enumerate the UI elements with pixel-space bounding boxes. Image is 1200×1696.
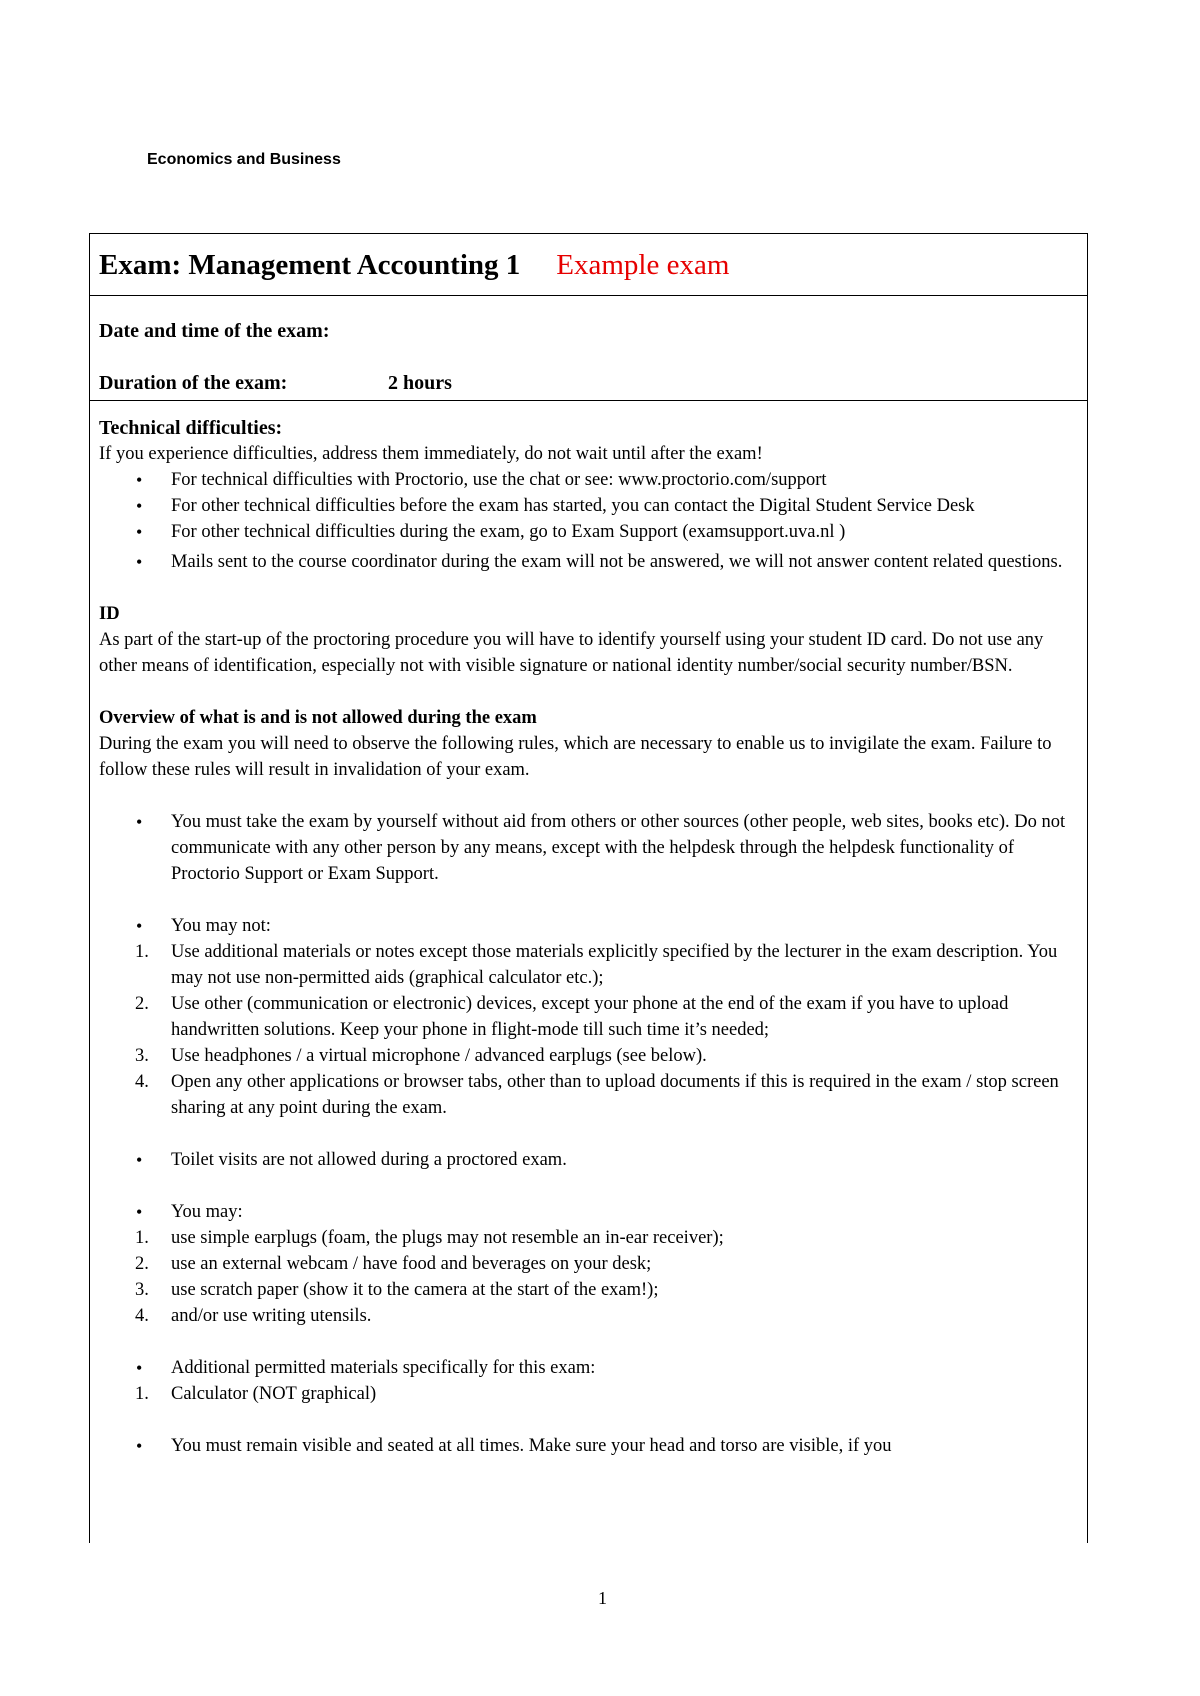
additional-heading-list: [99, 1355, 1077, 1381]
may-not-heading-list: [99, 913, 1077, 939]
list-number: 3.: [135, 1280, 149, 1300]
may-heading-list: [99, 1199, 1077, 1225]
list-number: 1.: [135, 942, 149, 962]
id-heading: ID: [99, 604, 120, 624]
list-item: [99, 1043, 1077, 1069]
overview-heading: Overview of what is and is not allowed during the exam: [99, 708, 537, 728]
list-item: [99, 1277, 1077, 1303]
technical-heading: Technical difficulties:: [99, 417, 283, 439]
duration-label: Duration of the exam:: [99, 372, 288, 394]
list-item: • You may not:: [99, 913, 1077, 939]
list-number: 1.: [135, 1228, 149, 1248]
list-item: • You must take the exam by yourself without aid from others or other sources (other people, web sites, books etc). Do not communicate with any other person by any means, except with the helpdesk through the helpdesk functionality of Proctorio Support or Exam Support.: [99, 809, 1077, 887]
list-text: Use headphones / a virtual microphone / advanced earplugs (see below).: [171, 1046, 707, 1066]
list-item: • Additional permitted materials specifically for this exam:: [99, 1355, 1077, 1381]
technical-list: [99, 467, 1077, 575]
list-item: [99, 1069, 1077, 1121]
overview-intro: During the exam you will need to observe the following rules, which are necessary to enable us to invigilate the exam. Failure to follow these rules will result in invalidation of your exam.: [99, 734, 1052, 780]
list-number: 3.: [135, 1046, 149, 1066]
list-number: 4.: [135, 1072, 149, 1092]
list-item: • You must remain visible and seated at all times. Make sure your head and torso are visible, if you: [99, 1433, 1077, 1459]
toilet-list: [99, 1147, 1077, 1173]
list-text: Use other (communication or electronic) devices, except your phone at the end of the exam if you have to upload handwritten solutions. Keep your phone in flight-mode till such time it’s needed;: [171, 994, 1009, 1040]
id-text: As part of the start-up of the proctoring procedure you will have to identify yourself using your student ID card. Do not use any other means of identification, especially not with visible signature or national identity number/social security number/BSN.: [99, 630, 1044, 676]
list-number: 2.: [135, 1254, 149, 1274]
title-row: [90, 234, 1087, 296]
instructions-body: [90, 401, 1087, 1459]
list-text: use an external webcam / have food and beverages on your desk;: [171, 1254, 652, 1274]
exam-title: Exam: Management Accounting 1: [99, 249, 521, 281]
list-item: [99, 1381, 1077, 1407]
list-item: • Toilet visits are not allowed during a proctored exam.: [99, 1147, 1077, 1173]
technical-intro: If you experience difficulties, address them immediately, do not wait until after the exam!: [99, 444, 763, 464]
additional-list: [99, 1381, 1077, 1407]
list-item: • For technical difficulties with Proctorio, use the chat or see: www.proctorio.com/support: [99, 467, 1077, 493]
list-text: Open any other applications or browser tabs, other than to upload documents if this is required in the exam / stop screen sharing at any point during the exam.: [171, 1072, 1059, 1118]
visible-list: [99, 1433, 1077, 1459]
list-number: 1.: [135, 1384, 149, 1404]
organization-header: Economics and Business: [147, 151, 341, 168]
date-label: Date and time of the exam:: [99, 320, 330, 342]
list-item: [99, 1251, 1077, 1277]
list-item: [99, 939, 1077, 991]
list-item: • Mails sent to the course coordinator during the exam will not be answered, we will not answer content related questions.: [99, 549, 1077, 575]
duration-value: 2 hours: [388, 372, 452, 394]
list-item: [99, 991, 1077, 1043]
exam-subtitle: Example exam: [556, 249, 730, 281]
may-not-list: [99, 939, 1077, 1121]
list-item: • You may:: [99, 1199, 1077, 1225]
list-text: Use additional materials or notes except those materials explicitly specified by the lecturer in the exam description. You may not use non-permitted aids (graphical calculator etc.);: [171, 942, 1058, 988]
list-item: [99, 1303, 1077, 1329]
list-item: • For other technical difficulties before the exam has started, you can contact the Digital Student Service Desk: [99, 493, 1077, 519]
rule-self-list: [99, 809, 1077, 887]
page-number: 1: [598, 1588, 607, 1608]
exam-info-table: [89, 233, 1088, 1543]
list-text: use scratch paper (show it to the camera at the start of the exam!);: [171, 1280, 659, 1300]
may-list: [99, 1225, 1077, 1329]
list-number: 4.: [135, 1306, 149, 1326]
list-item: [99, 1225, 1077, 1251]
exam-details-row: [90, 296, 1087, 401]
list-text: use simple earplugs (foam, the plugs may not resemble an in-ear receiver);: [171, 1228, 724, 1248]
list-text: Calculator (NOT graphical): [171, 1384, 377, 1404]
list-item: • For other technical difficulties during the exam, go to Exam Support (examsupport.uva.nl ): [99, 519, 1077, 545]
list-number: 2.: [135, 994, 149, 1014]
list-text: and/or use writing utensils.: [171, 1306, 372, 1326]
